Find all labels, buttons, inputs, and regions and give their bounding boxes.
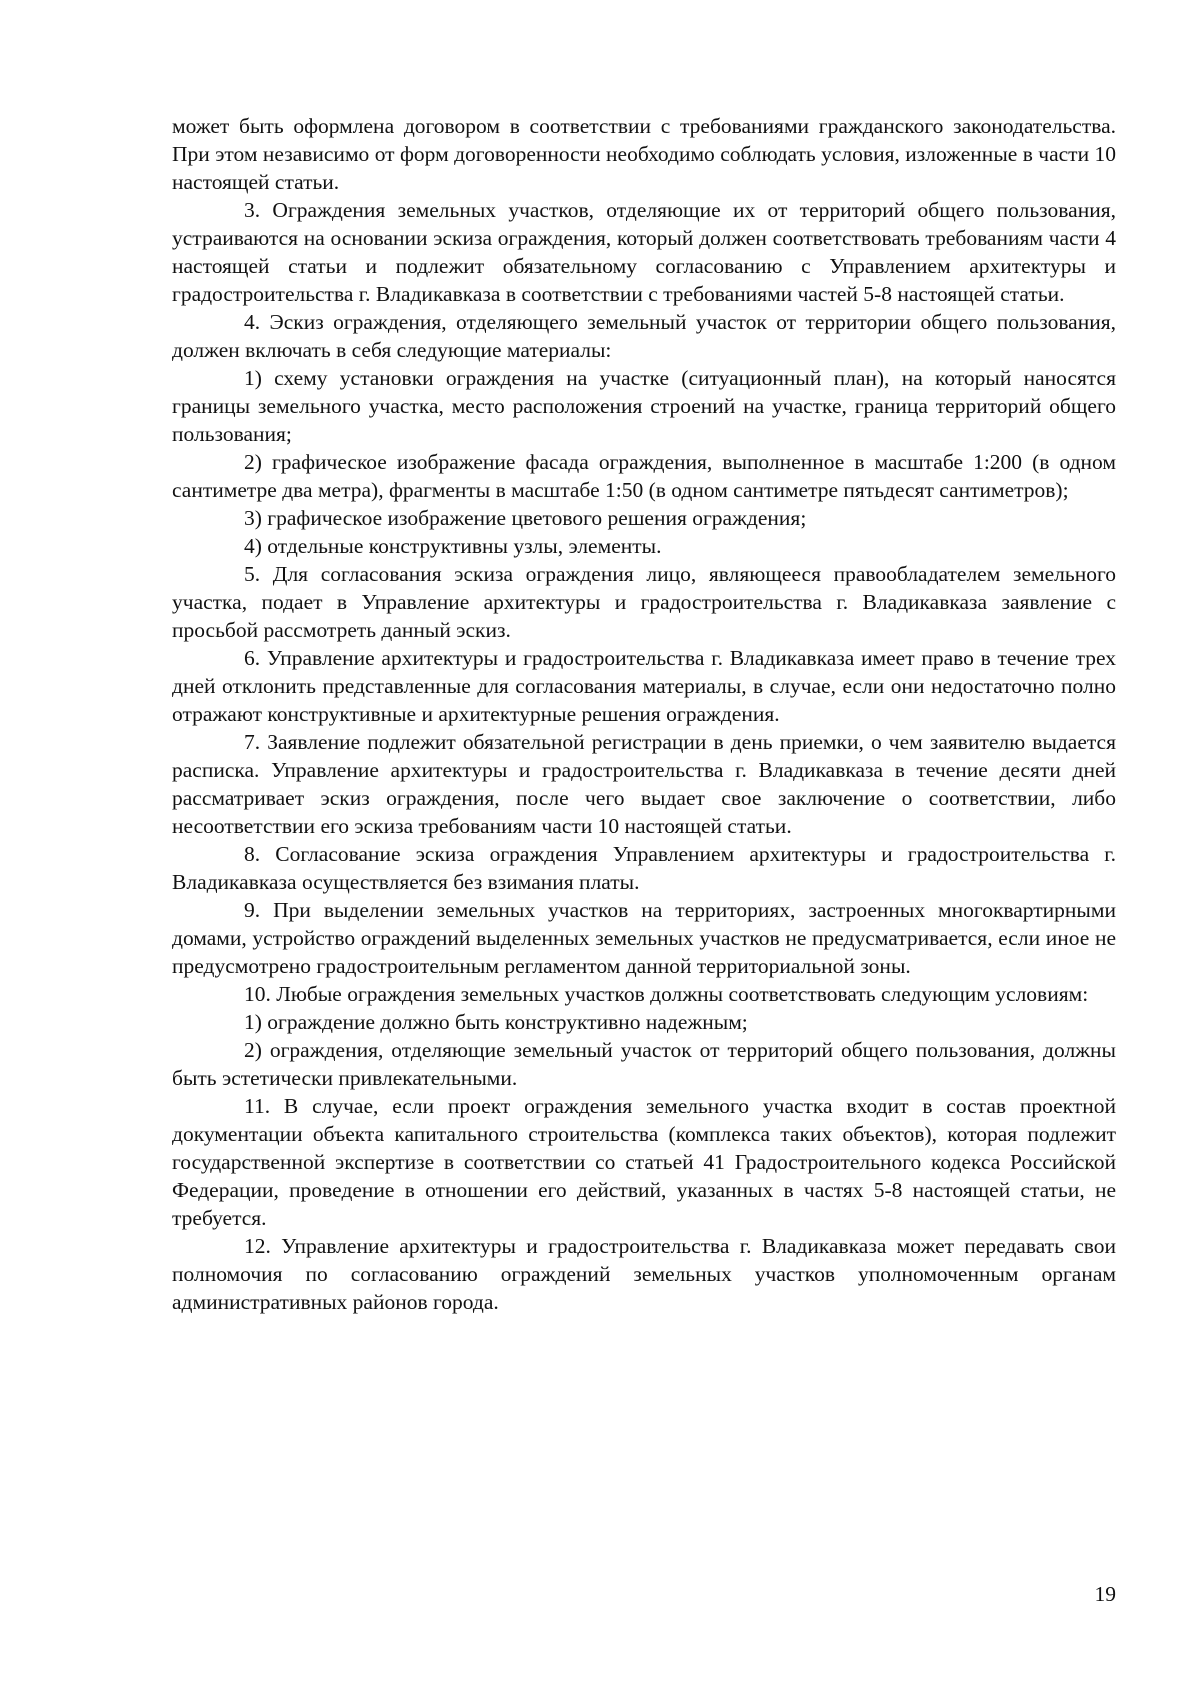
paragraph-item-8: 8. Согласование эскиза ограждения Управлением архитектуры и градостроительства г. Владикавказа осуществляется без взимания платы. (172, 842, 1116, 894)
paragraph-item-12: 12. Управление архитектуры и градостроительства г. Владикавказа может передавать свои полномочия по согласованию ограждений земельных участков уполномоченным органам административных районов города. (172, 1234, 1116, 1314)
paragraph-subitem-4-1: 1) схему установки ограждения на участке (ситуационный план), на который наносятся границы земельного участка, место расположения строений на участке, граница территорий общего пользования; (172, 366, 1116, 446)
paragraph-subitem-4-3: 3) графическое изображение цветового решения ограждения; (244, 506, 807, 530)
paragraph-subitem-4-2: 2) графическое изображение фасада ограждения, выполненное в масштабе 1:200 (в одном сантиметре два метра), фрагменты в масштабе 1:50 (в одном сантиметре пятьдесят сантиметров); (172, 450, 1116, 502)
paragraph-item-11: 11. В случае, если проект ограждения земельного участка входит в состав проектной документации объекта капитального строительства (комплекса таких объектов), которая подлежит государственной экспертизе в соответствии со статьей 41 Градостроительного кодекса Российской Федерации, проведение в отношении его действий, указанных в частях 5-8 настоящей статьи, не требуется. (172, 1094, 1116, 1230)
paragraph-item-5: 5. Для согласования эскиза ограждения лицо, являющееся правообладателем земельного участка, подает в Управление архитектуры и градостроительства г. Владикавказа заявление с просьбой рассмотреть данный эскиз. (172, 562, 1116, 642)
paragraph-subitem-4-4: 4) отдельные конструктивны узлы, элементы. (244, 534, 662, 558)
paragraph-subitem-10-1: 1) ограждение должно быть конструктивно надежным; (244, 1010, 748, 1034)
paragraph-subitem-10-2: 2) ограждения, отделяющие земельный участок от территорий общего пользования, должны быть эстетически привлекательными. (172, 1038, 1116, 1090)
paragraph-item-7: 7. Заявление подлежит обязательной регистрации в день приемки, о чем заявителю выдается расписка. Управление архитектуры и градостроительства г. Владикавказа в течение десяти дней рассматривает эскиз ограждения, после чего выдает свое заключение о соответствии, либо несоответствии его эскиза требованиям части 10 настоящей статьи. (172, 730, 1116, 838)
paragraph-item-3: 3. Ограждения земельных участков, отделяющие их от территорий общего пользования, устраиваются на основании эскиза ограждения, который должен соответствовать требованиям части 4 настоящей статьи и подлежит обязательному согласованию с Управлением архитектуры и градостроительства г. Владикавказа в соответствии с требованиями частей 5-8 настоящей статьи. (172, 198, 1116, 306)
paragraph-item-6: 6. Управление архитектуры и градостроительства г. Владикавказа имеет право в течение трех дней отклонить представленные для согласования материалы, в случае, если они недостаточно полно отражают конструктивные и архитектурные решения ограждения. (172, 646, 1116, 726)
document-body (172, 112, 1116, 1316)
paragraph-item-9: 9. При выделении земельных участков на территориях, застроенных многоквартирными домами, устройство ограждений выделенных земельных участков не предусматривается, если иное не предусмотрено градостроительным регламентом данной территориальной зоны. (172, 898, 1116, 978)
paragraph-item-10: 10. Любые ограждения земельных участков должны соответствовать следующим условиям: (244, 982, 1089, 1006)
page-number: 19 (1094, 1582, 1116, 1606)
paragraph-continuation: может быть оформлена договором в соответствии с требованиями гражданского законодательства. При этом независимо от форм договоренности необходимо соблюдать условия, изложенные в части 10 настоящей статьи. (172, 114, 1116, 194)
paragraph-item-4: 4. Эскиз ограждения, отделяющего земельный участок от территории общего пользования, должен включать в себя следующие материалы: (172, 310, 1116, 362)
